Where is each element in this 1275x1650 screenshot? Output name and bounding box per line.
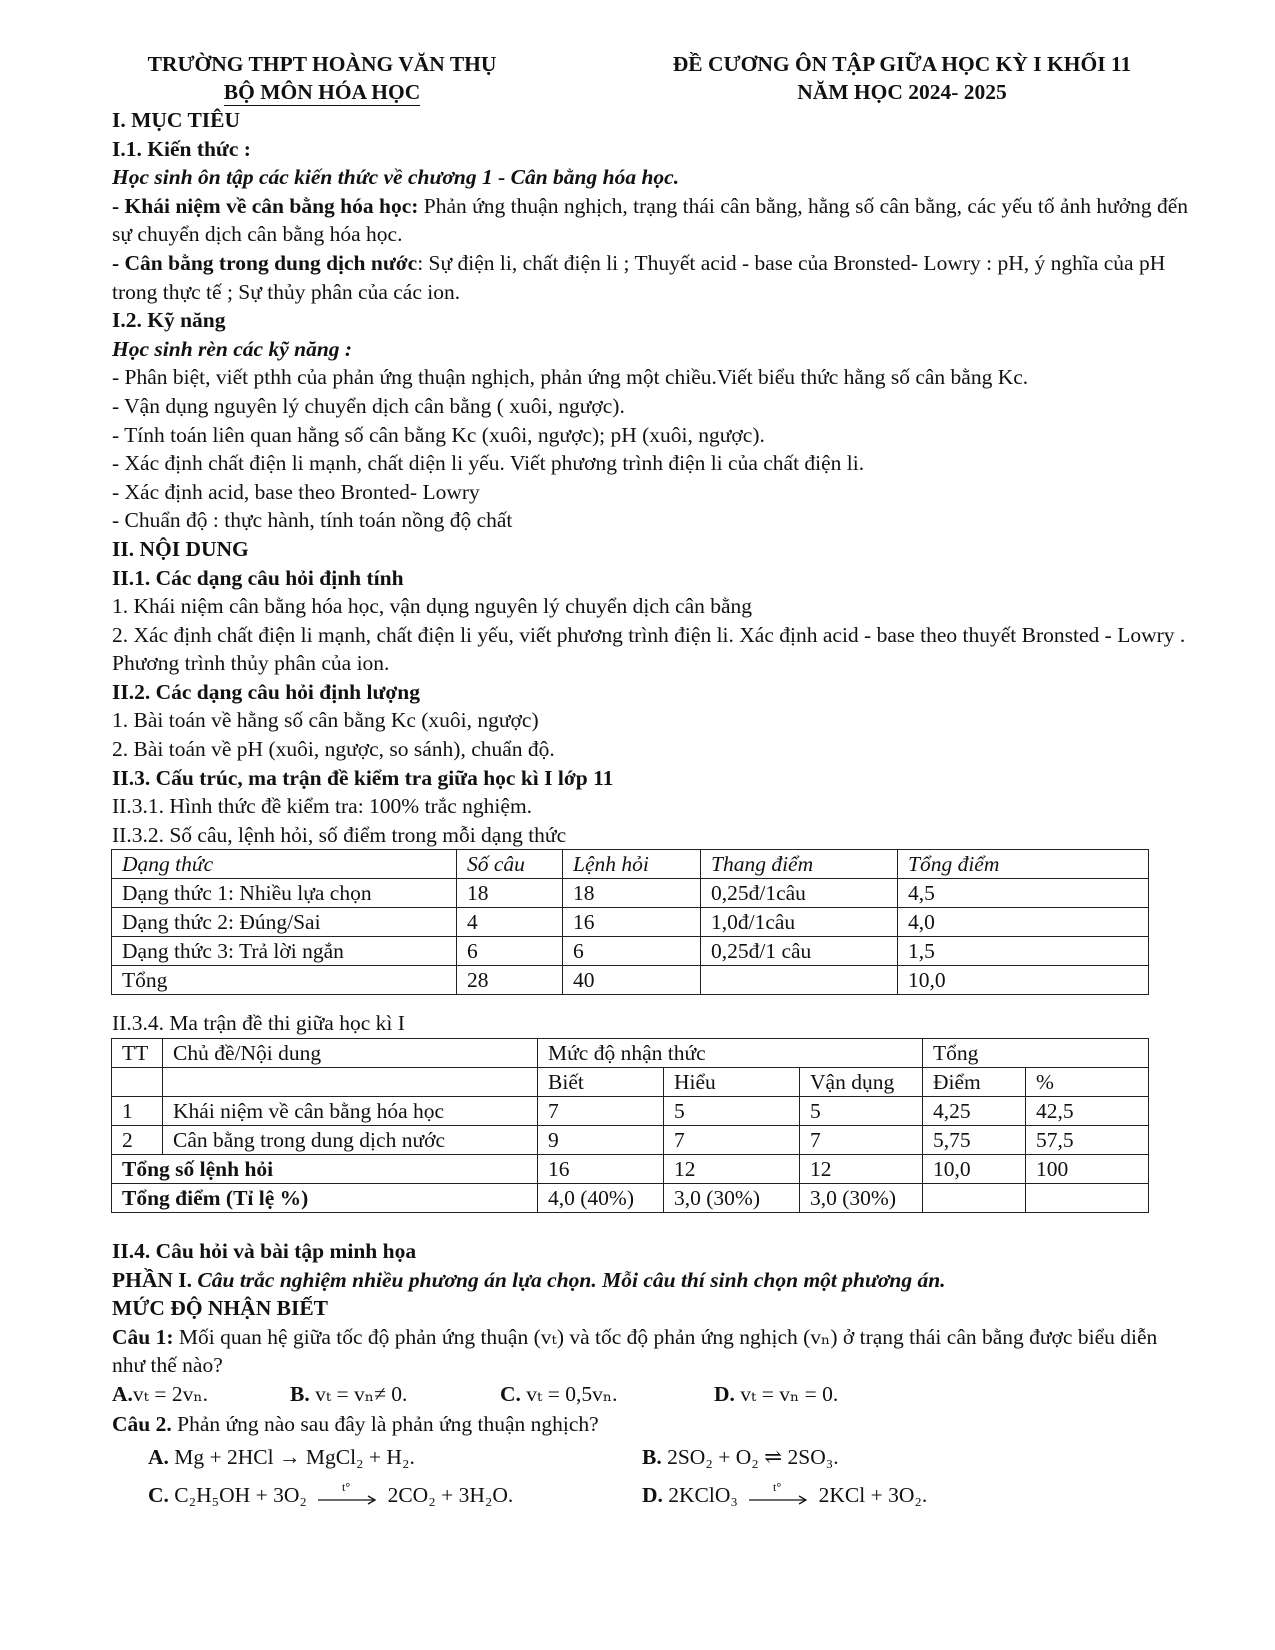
table-cell: Dạng thức 2: Đúng/Sai: [112, 908, 457, 937]
table-header-cell: Dạng thức: [112, 850, 457, 879]
table-cell: 16: [538, 1155, 664, 1184]
section-heading-content: II. NỘI DUNG: [112, 536, 249, 561]
heading-structure: II.3. Cấu trúc, ma trận đề kiểm tra giữa học kì I lớp 11: [112, 765, 614, 790]
table-cell: 4,0 (40%): [538, 1184, 664, 1213]
heat-arrow-icon: [316, 1479, 378, 1504]
table-cell: 1,0đ/1câu: [701, 908, 898, 937]
question-2-options-row2: [112, 1477, 1192, 1515]
knowledge-item-aqueous: - Cân bằng trong dung dịch nước: Sự điện li, chất điện li ; Thuyết acid - base của Bronsted- Lowry : pH, ý nghĩa của pH trong thực tế ; Sự thủy phân của các ion.: [112, 250, 1166, 304]
table-header-cell: Lệnh hỏi: [563, 850, 701, 879]
table-row: [112, 1126, 1149, 1155]
school-name: TRƯỜNG THPT HOÀNG VĂN THỤ: [147, 52, 497, 76]
question-2-options-row1: [112, 1439, 1192, 1477]
table-cell: 57,5: [1026, 1126, 1149, 1155]
heading-exam-matrix: II.3.4. Ma trận đề thi giữa học kì I: [112, 1011, 405, 1036]
heading-knowledge: I.1. Kiến thức :: [112, 136, 251, 161]
table-row-total: [112, 966, 1149, 995]
qualitative-item: 1. Khái niệm cân bằng hóa học, vận dụng nguyên lý chuyển dịch cân bằng: [112, 594, 753, 619]
header-left: [112, 50, 532, 106]
question-1: Câu 1: Mối quan hệ giữa tốc độ phản ứng thuận (vₜ) và tốc độ phản ứng nghịch (vₙ) ở trạng thái cân bằng được biểu diễn như thế nào?: [112, 1324, 1158, 1378]
table-header-cell: Vận dụng: [800, 1068, 923, 1097]
table-header-cell: Số câu: [457, 850, 563, 879]
table-cell: 18: [457, 879, 563, 908]
table-row: [112, 937, 1149, 966]
quantitative-item: 2. Bài toán về pH (xuôi, ngược, so sánh), chuẩn độ.: [112, 737, 555, 762]
skill-item: - Chuẩn độ : thực hành, tính toán nồng độ chất: [112, 508, 513, 533]
table-cell: 7: [664, 1126, 800, 1155]
table-cell: 40: [563, 966, 701, 995]
heat-arrow-icon: [747, 1479, 809, 1504]
arrow-label: t°: [342, 1479, 351, 1494]
table-cell: 5,75: [923, 1126, 1026, 1155]
heading-test-format: II.3.1. Hình thức đề kiểm tra: 100% trắc nghiệm.: [112, 794, 533, 819]
table-header-row: [112, 850, 1149, 879]
table-header-cell: %: [1026, 1068, 1149, 1097]
question-format-table: [111, 849, 1149, 995]
table-cell: 18: [563, 879, 701, 908]
table-cell: 9: [538, 1126, 664, 1155]
table-cell: 4,25: [923, 1097, 1026, 1126]
table-cell: Tổng: [112, 966, 457, 995]
table-row-total-questions: [112, 1155, 1149, 1184]
option-b: B. 2SO₂ + O₂ ⇌ 2SO₃.: [642, 1444, 839, 1469]
table-cell: 12: [800, 1155, 923, 1184]
skill-item: - Xác định chất điện li mạnh, chất diện li yếu. Viết phương trình điện li của chất điện li.: [112, 451, 865, 476]
table-cell: [923, 1184, 1026, 1213]
exam-matrix-table: [111, 1038, 1149, 1213]
table-header-cell: Chủ đề/Nội dung: [163, 1039, 538, 1068]
skill-item: - Tính toán liên quan hằng số cân bằng Kc (xuôi, ngược); pH (xuôi, ngược).: [112, 422, 765, 447]
heading-qualitative: II.1. Các dạng câu hỏi định tính: [112, 565, 404, 590]
option-c: C. C₂H₅OH + 3O₂ t° 2CO₂ + 3H₂O.: [148, 1479, 514, 1507]
table-cell: Dạng thức 3: Trả lời ngắn: [112, 937, 457, 966]
table-cell: 1,5: [898, 937, 1149, 966]
table-cell: [1026, 1184, 1149, 1213]
table-subheader-row: [112, 1068, 1149, 1097]
table-row-total-points: [112, 1184, 1149, 1213]
document-header: [112, 50, 1192, 116]
table-cell: 100: [1026, 1155, 1149, 1184]
table-header-cell: Tổng: [923, 1039, 1149, 1068]
option-a: A. Mg + 2HCl → MgCl₂ + H₂.: [148, 1444, 415, 1469]
table-cell: Cân bằng trong dung dịch nước: [163, 1126, 538, 1155]
department-name: BỘ MÔN HÓA HỌC: [223, 80, 421, 104]
table-header-cell: TT: [112, 1039, 163, 1068]
section-heading-objectives: I. MỤC TIÊU: [112, 108, 241, 132]
table-cell: 5: [800, 1097, 923, 1126]
table-row: [112, 1097, 1149, 1126]
table-cell: 4: [457, 908, 563, 937]
table-cell: 28: [457, 966, 563, 995]
option-b: B. vₜ = vₙ≠ 0.: [290, 1382, 408, 1406]
table-cell: Tổng điểm (Tỉ lệ %): [112, 1184, 538, 1213]
header-right: [612, 50, 1192, 106]
table-cell: Tổng số lệnh hỏi: [112, 1155, 538, 1184]
table-cell: Khái niệm về cân bằng hóa học: [163, 1097, 538, 1126]
table-cell: 16: [563, 908, 701, 937]
table-cell: 0,25đ/1câu: [701, 879, 898, 908]
table-cell: 42,5: [1026, 1097, 1149, 1126]
question-2: Câu 2. Phản ứng nào sau đây là phản ứng thuận nghịch?: [112, 1412, 599, 1436]
table-cell: 5: [664, 1097, 800, 1126]
skill-item: - Phân biệt, viết pthh của phản ứng thuận nghịch, phản ứng một chiều.Viết biểu thức hằng số cân bằng Kc.: [112, 365, 1029, 390]
qualitative-item: 2. Xác định chất điện li mạnh, chất điện li yếu, viết phương trình điện li. Xác định acid - base theo thuyết Bronsted - Lowry . Phương trình thủy phân của ion.: [112, 622, 1186, 676]
skills-intro: Học sinh rèn các kỹ năng :: [112, 336, 353, 361]
table-header-cell: Thang điểm: [701, 850, 898, 879]
document-title: ĐỀ CƯƠNG ÔN TẬP GIỮA HỌC KỲ I KHỐI 11: [672, 52, 1132, 76]
table-row: [112, 908, 1149, 937]
level-heading: MỨC ĐỘ NHẬN BIẾT: [112, 1296, 328, 1321]
option-d: D. vₜ = vₙ = 0.: [714, 1382, 839, 1406]
table-cell: 12: [664, 1155, 800, 1184]
table-cell: 4,0: [898, 908, 1149, 937]
quantitative-item: 1. Bài toán về hằng số cân bằng Kc (xuôi, ngược): [112, 708, 539, 733]
table-header-cell: Mức độ nhận thức: [538, 1039, 923, 1068]
heading-sample-questions: II.4. Câu hỏi và bài tập minh họa: [112, 1239, 417, 1264]
table-cell: 7: [538, 1097, 664, 1126]
table-cell: 10,0: [923, 1155, 1026, 1184]
option-d: D. 2KClO₃ t° 2KCl + 3O₂.: [642, 1479, 928, 1507]
table-header-cell: Hiểu: [664, 1068, 800, 1097]
knowledge-intro: Học sinh ôn tập các kiến thức về chương 1 - Cân bằng hóa học.: [112, 165, 680, 190]
table-header-cell: Biết: [538, 1068, 664, 1097]
arrow-label: t°: [773, 1479, 782, 1494]
part-one-heading: PHẦN I. Câu trắc nghiệm nhiều phương án lựa chọn. Mỗi câu thí sinh chọn một phương án.: [112, 1267, 946, 1292]
table-cell: 2: [112, 1126, 163, 1155]
table-header-cell: Tổng điểm: [898, 850, 1149, 879]
document-page: [112, 50, 1192, 1515]
heading-skills: I.2. Kỹ năng: [112, 308, 226, 333]
heading-question-count: II.3.2. Số câu, lệnh hỏi, số điểm trong mỗi dạng thức: [112, 822, 567, 847]
heading-quantitative: II.2. Các dạng câu hỏi định lượng: [112, 679, 420, 704]
table-cell: 1: [112, 1097, 163, 1126]
school-year: NĂM HỌC 2024- 2025: [797, 80, 1007, 104]
table-header-row: [112, 1039, 1149, 1068]
knowledge-item-equilibrium: - Khái niệm về cân bằng hóa học: Phản ứng thuận nghịch, trạng thái cân bằng, hằng số cân bằng, các yếu tố ảnh hưởng đến sự chuyển dịch cân bằng hóa học.: [112, 193, 1189, 247]
table-cell: 7: [800, 1126, 923, 1155]
option-c: C. vₜ = 0,5vₙ.: [500, 1382, 618, 1406]
table-cell: Dạng thức 1: Nhiều lựa chọn: [112, 879, 457, 908]
table-cell: 3,0 (30%): [800, 1184, 923, 1213]
table-header-cell: Điểm: [923, 1068, 1026, 1097]
table-row: [112, 879, 1149, 908]
table-cell: [701, 966, 898, 995]
table-cell: 6: [457, 937, 563, 966]
table-cell: 4,5: [898, 879, 1149, 908]
table-cell: 6: [563, 937, 701, 966]
table-cell: 10,0: [898, 966, 1149, 995]
question-1-options: [112, 1380, 1192, 1410]
table-cell: 3,0 (30%): [664, 1184, 800, 1213]
option-a: A.vₜ = 2vₙ.: [112, 1382, 209, 1406]
table-cell: 0,25đ/1 câu: [701, 937, 898, 966]
skill-item: - Xác định acid, base theo Bronted- Lowry: [112, 479, 480, 504]
skill-item: - Vận dụng nguyên lý chuyển dịch cân bằng ( xuôi, ngược).: [112, 393, 625, 418]
